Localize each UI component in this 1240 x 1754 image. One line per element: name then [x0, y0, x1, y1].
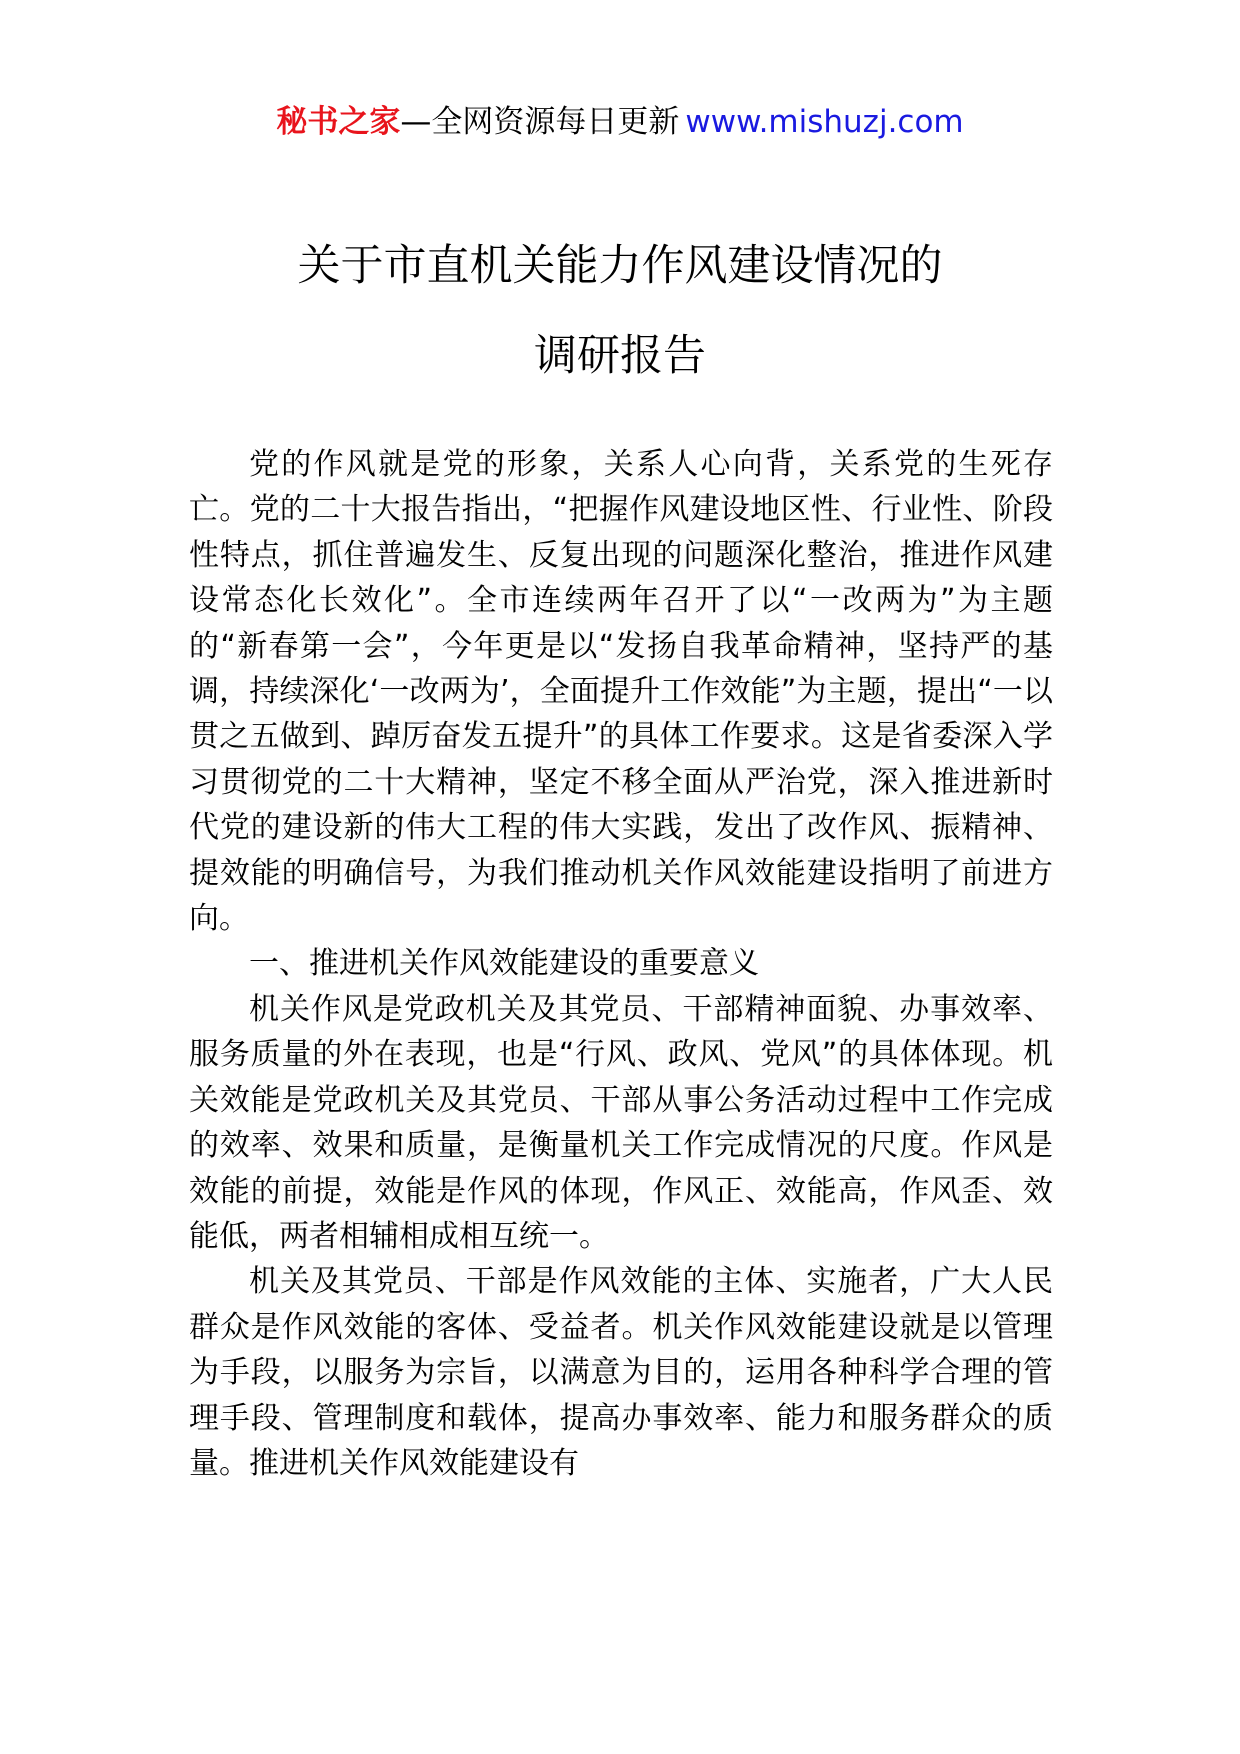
document-title-line-1: 关于市直机关能力作风建设情况的 — [297, 241, 943, 291]
document-body — [189, 442, 1053, 1486]
section-heading-1: 一、推进机关作风效能建设的重要意义 — [249, 946, 759, 982]
body-paragraph-3: 机关及其党员、干部是作风效能的主体、实施者，广大人民群众是作风效能的客体、受益者。机关作风效能建设就是以管理为手段，以服务为宗旨，以满意为目的，运用各种科学合理的管理手段、管理制度和载体，提高办事效率、能力和服务群众的质量。推进机关作风效能建设有 — [189, 1264, 1053, 1481]
site-brand: 秘书之家 — [276, 104, 401, 140]
body-paragraph-intro: 党的作风就是党的形象，关系人心向背，关系党的生死存亡。党的二十大报告指出，“把握作风建设地区性、行业性、阶段性特点，抓住普遍发生、反复出现的问题深化整治，推进作风建设常态化长效化”。全市连续两年召开了以“一改两为”为主题的“新春第一会”，今年更是以“发扬自我革命精神，坚持严的基调，持续深化‘一改两为’，全面提升工作效能”为主题，提出“一以贯之五做到、踔厉奋发五提升”的具体工作要求。这是省委深入学习贯彻党的二十大精神，坚定不移全面从严治党，深入推进新时代党的建设新的伟大工程的伟大实践，发出了改作风、振精神、提效能的明确信号，为我们推动机关作风效能建设指明了前进方向。 — [189, 447, 1053, 937]
site-header — [0, 100, 1240, 144]
site-url-link[interactable]: www.mishuzj.com — [685, 104, 964, 140]
site-slogan: —全网资源每日更新 — [400, 104, 680, 140]
document-title-line-2: 调研报告 — [534, 331, 706, 381]
body-paragraph-2: 机关作风是党政机关及其党员、干部精神面貌、办事效率、服务质量的外在表现，也是“行风、政风、党风”的具体体现。机关效能是党政机关及其党员、干部从事公务活动过程中工作完成的效率、效果和质量，是衡量机关工作完成情况的尺度。作风是效能的前提，效能是作风的体现，作风正、效能高，作风歪、效能低，两者相辅相成相互统一。 — [189, 991, 1053, 1254]
